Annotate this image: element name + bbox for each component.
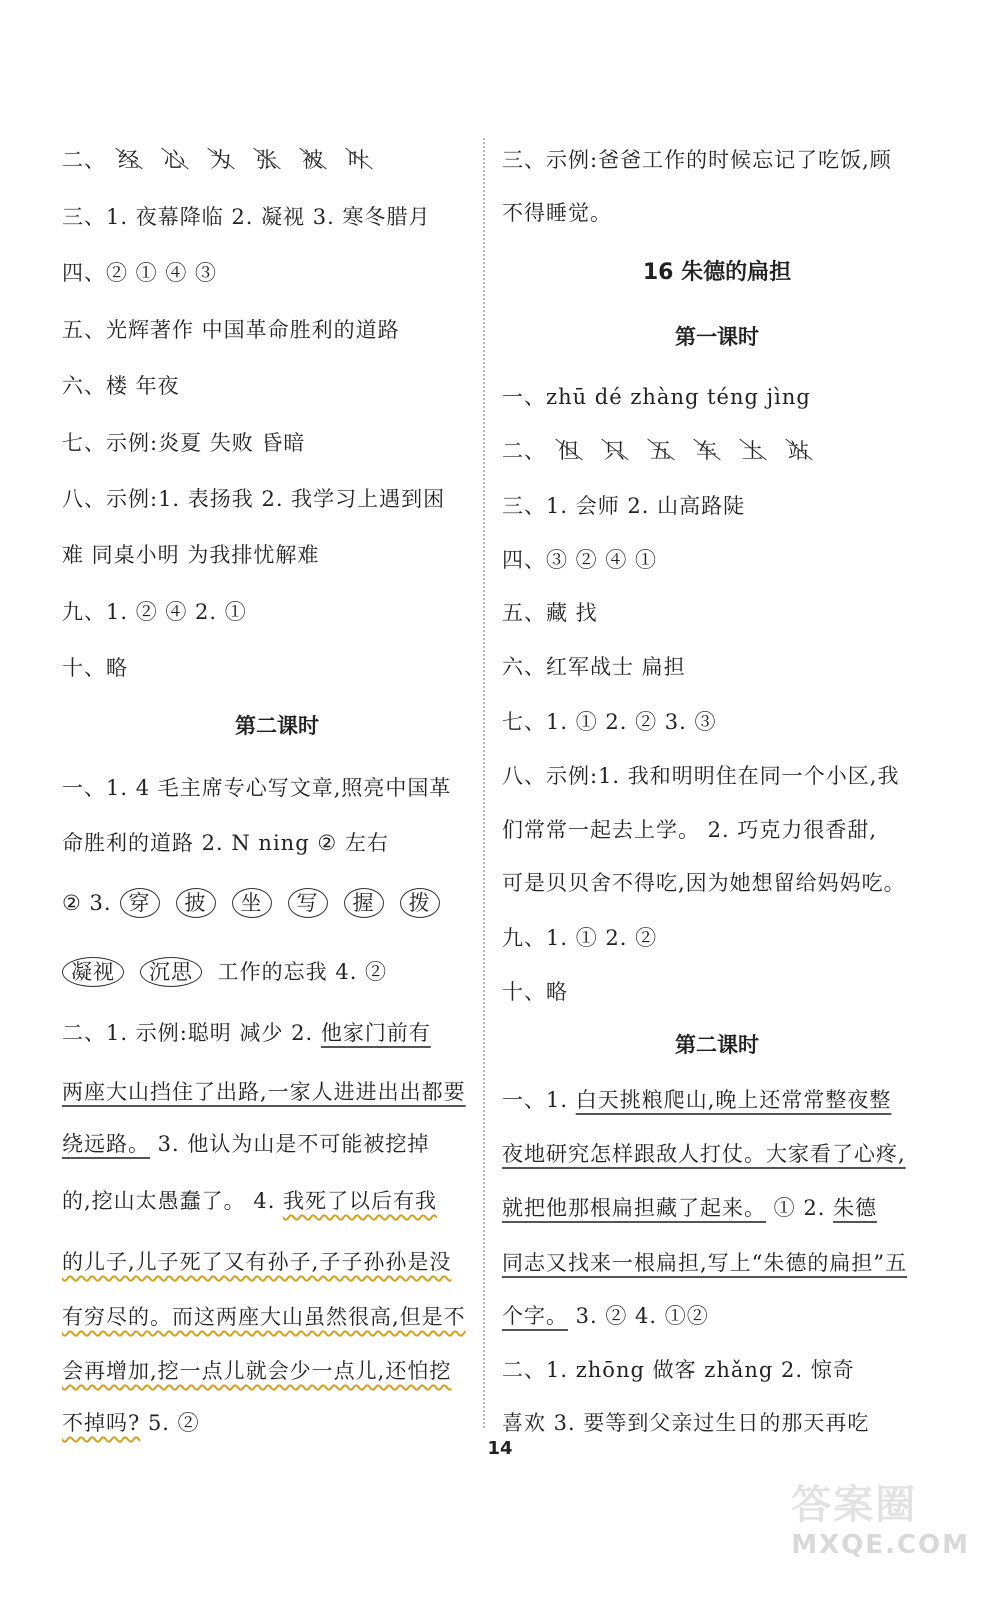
answer-line xyxy=(62,1409,200,1437)
struck-character: 只 xyxy=(604,439,626,463)
struck-character: 心 xyxy=(164,148,186,172)
wavy-underlined-text: 不掉吗? xyxy=(62,1411,141,1435)
answer-line xyxy=(502,1086,891,1114)
struck-character: 被 xyxy=(302,148,324,172)
answer-prefix: 二、 xyxy=(502,439,546,463)
answer-line: 二、1. zhōng 做客 zhǎng 2. 惊奇 xyxy=(502,1358,855,1382)
answer-line: 五、藏 找 xyxy=(502,601,598,625)
underlined-text: 朱德 xyxy=(833,1196,878,1220)
answer-line xyxy=(62,1303,466,1331)
answer-line xyxy=(502,1194,877,1222)
answer-line xyxy=(62,146,382,174)
answer-text: 3. ② 4. ①② xyxy=(568,1304,709,1328)
answer-line xyxy=(502,1302,709,1330)
answer-line: 八、示例:1. 表扬我 2. 我学习上遇到困 xyxy=(62,487,446,511)
watermark xyxy=(791,1473,970,1560)
circled-word: 沉思 xyxy=(140,957,202,987)
circled-word: 凝视 xyxy=(62,957,124,987)
answer-line xyxy=(62,1357,451,1385)
answer-prefix: ② 3. xyxy=(62,891,112,915)
answer-line xyxy=(62,888,448,918)
answer-text: 工作的忘我 4. ② xyxy=(210,960,388,984)
answer-text: 二、1. 示例:聪明 减少 2. xyxy=(62,1021,321,1045)
underlined-text: 白天挑粮爬山,晚上还常常整夜整 xyxy=(575,1088,892,1112)
struck-character: 但 xyxy=(558,439,580,463)
underlined-text: 他家门前有 xyxy=(320,1021,431,1045)
answer-line: 喜欢 3. 要等到父亲过生日的那天再吃 xyxy=(502,1411,870,1435)
circled-character: 坐 xyxy=(232,888,272,918)
answer-line: 难 同桌小明 为我排忧解难 xyxy=(62,543,320,567)
answer-line xyxy=(62,957,387,987)
struck-character: 张 xyxy=(256,148,278,172)
underlined-text: 同志又找来一根扁担,写上“朱德的扁担”五 xyxy=(502,1251,908,1275)
struck-character: 经 xyxy=(118,148,140,172)
answer-prefix: 二、 xyxy=(62,148,106,172)
answer-line: 们常常一起去上学。 2. 巧克力很香甜, xyxy=(502,818,878,842)
answer-line: 八、示例:1. 我和明明住在同一个小区,我 xyxy=(502,764,900,788)
answer-line: 四、③ ② ④ ① xyxy=(502,548,658,572)
answer-text: 5. ② xyxy=(140,1411,200,1435)
answer-line: 六、楼 年夜 xyxy=(62,374,180,398)
answer-line: 七、1. ① 2. ② 3. ③ xyxy=(502,710,717,734)
answer-line xyxy=(62,1130,429,1158)
answer-line: 三、1. 会师 2. 山高路陡 xyxy=(502,494,746,518)
struck-character: 车 xyxy=(696,439,718,463)
circled-character: 握 xyxy=(344,888,384,918)
answer-line: 可是贝贝舍不得吃,因为她想留给妈妈吃。 xyxy=(502,871,906,895)
answer-line: 六、红军战士 扁担 xyxy=(502,655,686,679)
answer-text: 一、1. xyxy=(502,1088,576,1112)
section-heading: 第一课时 xyxy=(675,325,759,349)
answer-line: 五、光辉著作 中国革命胜利的道路 xyxy=(62,318,400,342)
watermark-logo-text: 答案圈 xyxy=(791,1482,918,1528)
section-heading: 第二课时 xyxy=(675,1033,759,1057)
answer-line xyxy=(62,1248,451,1276)
underlined-text: 夜地研究怎样跟敌人打仗。大家看了心疼, xyxy=(502,1142,906,1166)
answer-line xyxy=(502,1249,907,1277)
circled-character: 写 xyxy=(288,888,328,918)
answer-line: 九、1. ① 2. ② xyxy=(502,926,658,950)
wavy-underlined-text: 我死了以后有我 xyxy=(283,1189,438,1213)
answer-line: 不得睡觉。 xyxy=(502,201,612,225)
answer-text: 3. 他认为山是不可能被挖掉 xyxy=(150,1132,430,1156)
answer-line: 四、② ① ④ ③ xyxy=(62,261,218,285)
answer-line: 十、略 xyxy=(502,980,568,1004)
answer-text: ① 2. xyxy=(766,1196,834,1220)
wavy-underlined-text: 会再增加,挖一点儿就会少一点儿,还怕挖 xyxy=(62,1359,452,1383)
answer-line: 一、1. 4 毛主席专心写文章,照亮中国革 xyxy=(62,776,452,800)
lesson-title: 16 朱德的扁担 xyxy=(642,260,792,285)
answer-line: 九、1. ② ④ 2. ① xyxy=(62,600,247,624)
answer-line: 三、示例:爸爸工作的时候忘记了吃饭,顾 xyxy=(502,148,892,172)
column-divider xyxy=(483,138,485,1428)
circled-character: 穿 xyxy=(120,888,160,918)
page-number: 14 xyxy=(487,1438,513,1459)
answer-line xyxy=(62,1078,466,1106)
wavy-underlined-text: 有穷尽的。而这两座大山虽然很高,但是不 xyxy=(62,1305,466,1329)
circled-character: 披 xyxy=(176,888,216,918)
underlined-text: 就把他那根扁担藏了起来。 xyxy=(502,1196,766,1220)
struck-character: 站 xyxy=(788,439,810,463)
struck-character: 五 xyxy=(650,439,672,463)
answer-line xyxy=(62,1019,431,1047)
watermark-url: MXQE.COM xyxy=(791,1530,970,1560)
answer-line xyxy=(62,1187,437,1215)
answer-line: 十、略 xyxy=(62,656,128,680)
underlined-text: 个字。 xyxy=(502,1304,568,1328)
answer-line: 一、zhū dé zhàng téng jìng xyxy=(502,385,811,409)
struck-character: 叶 xyxy=(348,148,370,172)
struck-character: 土 xyxy=(742,439,764,463)
struck-character: 为 xyxy=(210,148,232,172)
wavy-underlined-text: 的儿子,儿子死了又有孙子,子子孙孙是没 xyxy=(62,1250,452,1274)
answer-line xyxy=(502,437,822,465)
underlined-text: 绕远路。 xyxy=(62,1132,150,1156)
circled-character: 拨 xyxy=(400,888,440,918)
underlined-text: 两座大山挡住了出路,一家人进进出出都要 xyxy=(62,1080,466,1104)
answer-line: 三、1. 夜幕降临 2. 凝视 3. 寒冬腊月 xyxy=(62,205,431,229)
answer-line xyxy=(502,1140,906,1168)
answer-line: 七、示例:炎夏 失败 昏暗 xyxy=(62,431,306,455)
answer-line: 命胜利的道路 2. N ning ② 左右 xyxy=(62,831,389,855)
answer-text: 的,挖山太愚蠢了。 4. xyxy=(62,1189,284,1213)
section-heading: 第二课时 xyxy=(235,714,319,738)
